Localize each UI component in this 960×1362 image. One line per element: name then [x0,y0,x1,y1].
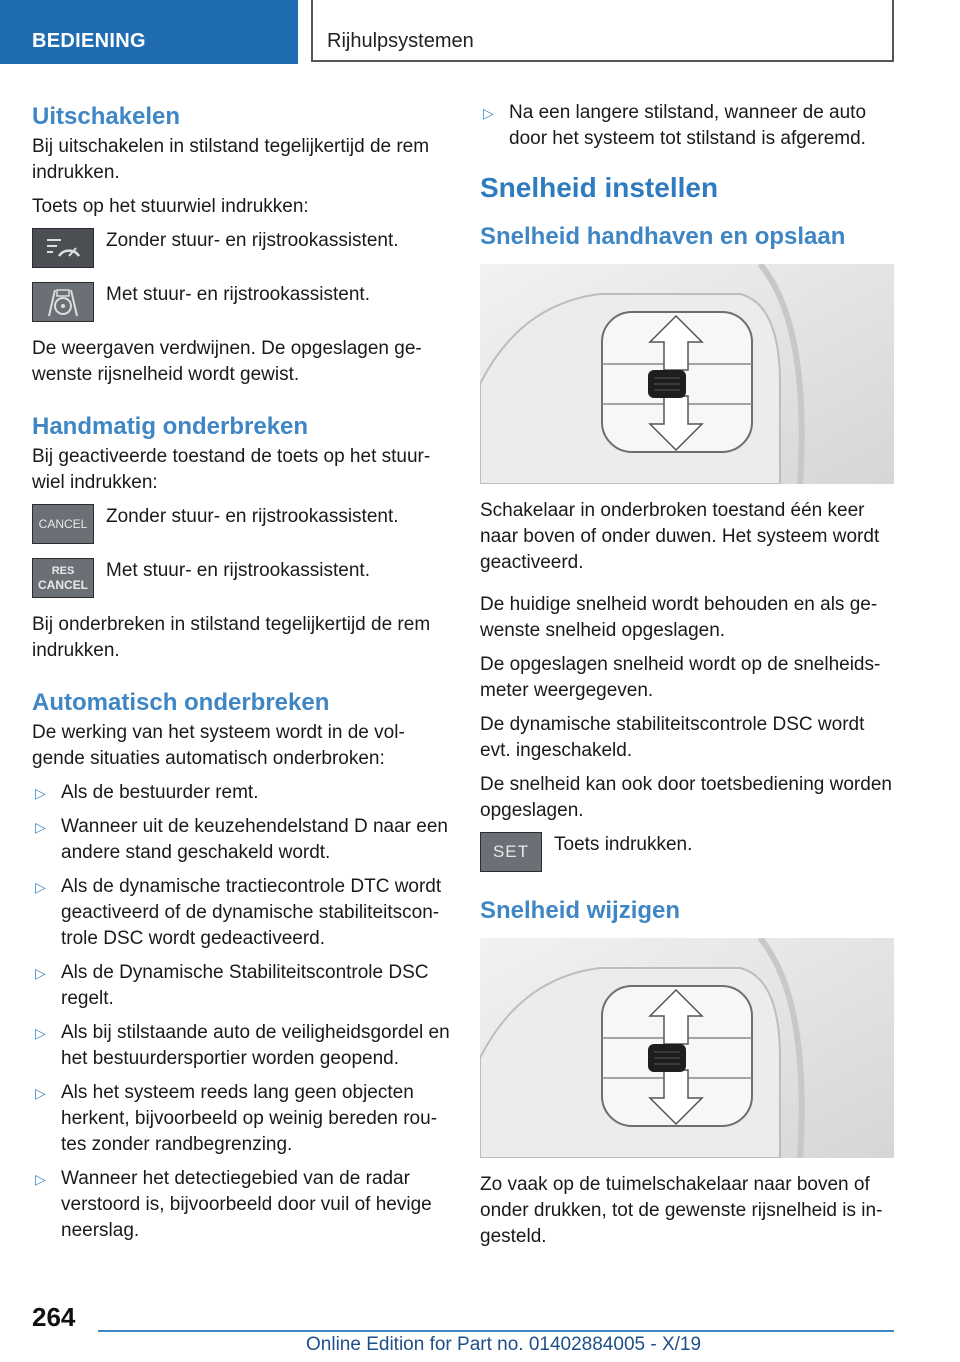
icon-label: Zonder stuur- en rijstrookassistent. [106,230,399,251]
icon-row [32,228,450,268]
list-item: ▷ Als het systeem reeds lang geen objecten herkent, bijvoorbeeld op weinig bereden routes zonder randbegrenzing. [35,1082,438,1155]
paragraph: Bij onderbreken in stilstand tegelijkertijd de rem indrukken. [32,614,431,661]
paragraph: Toets op het stuurwiel indrukken: [32,196,309,217]
list-item: ▷ Als de Dynamische Stabiliteitscontrole DSC regelt. [35,962,429,1009]
paragraph: Schakelaar in onderbroken toestand één keer naar boven of onder duwen. Het systeem wordt geactiveerd. [480,500,880,573]
heading-uitschakelen: Uitschakelen [32,103,181,130]
icon-row [32,504,450,544]
triangle-bullet-icon: ▷ [35,1085,46,1101]
paragraph: De weergaven verdwijnen. De opgeslagen gewenste rijsnelheid wordt gewist. [32,338,422,385]
icon-row [32,558,450,598]
icon-label: Met stuur- en rijstrookassistent. [106,560,370,581]
set-button-icon: SET [480,832,542,872]
icon-label: Met stuur- en rijstrookassistent. [106,284,370,305]
bullet-list-continued [480,100,898,152]
cancel-button-icon: CANCEL [32,504,94,544]
list-item: ▷ Als bij stilstaande auto de veiligheidsgordel en het bestuurdersportier worden geopend. [35,1022,450,1069]
chapter-title: Rijhulpsystemen [327,30,474,52]
res-cancel-button-icon: RES CANCEL [32,558,94,598]
heading-snelheid-instellen: Snelheid instellen [480,172,719,203]
triangle-bullet-icon: ▷ [35,965,46,981]
section-title: BEDIENING [32,30,146,52]
list-item: ▷ Als de bestuurder remt. [32,780,450,806]
triangle-bullet-icon: ▷ [35,819,46,835]
steering-wheel-switch-image [480,938,894,1158]
icon-label: Toets indrukken. [554,834,693,855]
icon-row [32,282,450,322]
right-column [480,100,898,1258]
heading-automatisch-onderbreken: Automatisch onderbreken [32,689,330,716]
paragraph: De opgeslagen snelheid wordt op de snelheidsmeter weergegeven. [480,654,881,701]
left-column [32,100,450,1252]
page-number: 264 [32,1302,76,1332]
paragraph: Bij uitschakelen in stilstand tegelijkertijd de rem indrukken. [32,136,430,183]
paragraph: Zo vaak op de tuimelschakelaar naar boven of onder drukken, tot de gewenste rijsnelheid is ingesteld. [480,1174,883,1247]
paragraph: De huidige snelheid wordt behouden en als gewenste snelheid opgeslagen. [480,594,878,641]
footer-edition: Online Edition for Part no. 01402884005 - X/19 [306,1334,702,1355]
triangle-bullet-icon: ▷ [35,785,46,801]
paragraph: De werking van het systeem wordt in de volgende situaties automatisch onderbroken: [32,722,405,769]
cruise-control-icon [32,228,94,268]
triangle-bullet-icon: ▷ [35,1025,46,1041]
icon-row [480,832,898,872]
heading-snelheid-handhaven: Snelheid handhaven en opslaan [480,223,846,250]
icon-label: Zonder stuur- en rijstrookassistent. [106,506,399,527]
paragraph: De snelheid kan ook door toetsbediening worden opgeslagen. [480,774,892,821]
triangle-bullet-icon: ▷ [483,105,494,121]
heading-snelheid-wijzigen: Snelheid wijzigen [480,897,681,924]
heading-handmatig-onderbreken: Handmatig onderbreken [32,413,309,440]
list-item: ▷ Als de dynamische tractiecontrole DTC wordt geactiveerd of de dynamische stabiliteitscontrole DSC wordt gedeactiveerd. [35,876,442,949]
steering-wheel-switch-image [480,264,894,484]
paragraph: Bij geactiveerde toestand de toets op het stuurwiel indrukken: [32,446,431,493]
list-item: ▷ Wanneer uit de keuzehendelstand D naar een andere stand geschakeld wordt. [35,816,448,863]
paragraph: De dynamische stabiliteitscontrole DSC wordt evt. ingeschakeld. [480,714,865,761]
bullet-list [32,780,450,1244]
steering-assist-icon [32,282,94,322]
chapter-tab [311,0,894,62]
triangle-bullet-icon: ▷ [35,1171,46,1187]
triangle-bullet-icon: ▷ [35,879,46,895]
footer-divider [98,1330,894,1332]
section-tab [0,0,298,64]
list-item: ▷ Wanneer het detectiegebied van de radar verstoord is, bijvoorbeeld door vuil of hevige neerslag. [35,1168,432,1241]
list-item: ▷ Na een langere stilstand, wanneer de auto door het systeem tot stilstand is afgeremd. [483,102,867,149]
